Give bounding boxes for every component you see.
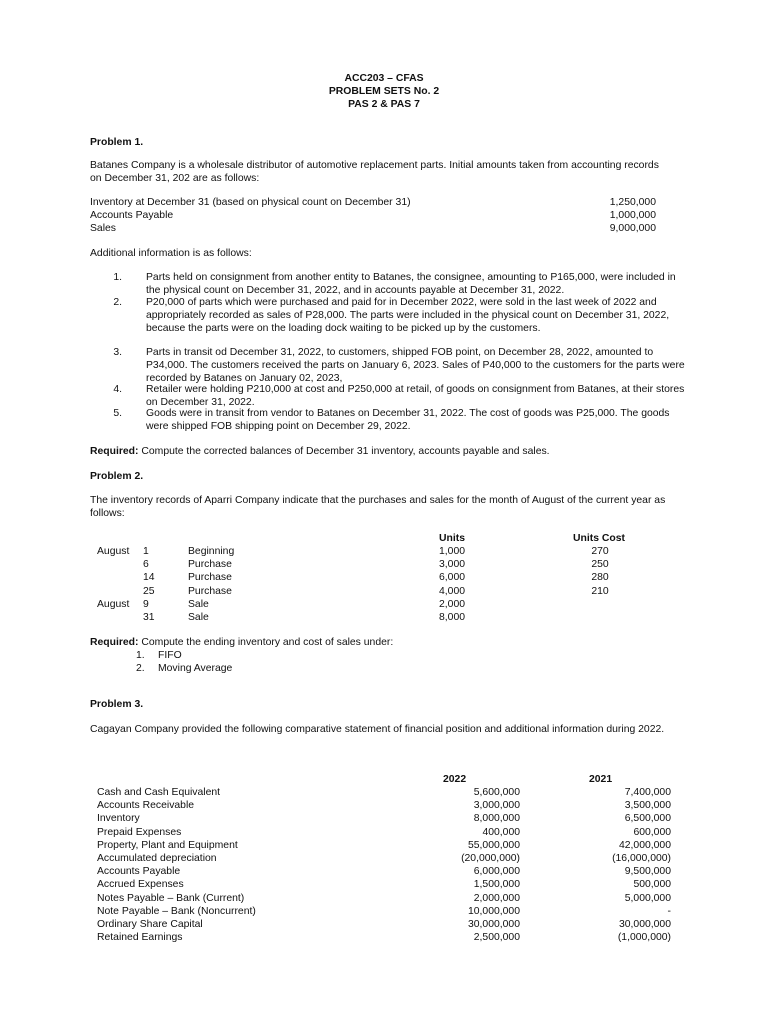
amount-2021: 42,000,000 [618,839,671,851]
problem1-title: Problem 1. [90,137,144,148]
account-label: Ordinary Share Capital [97,919,203,930]
year-2021-header: 2021 [589,774,613,785]
row-description: Purchase [188,559,232,571]
row-month: August [97,546,130,557]
amount-2021: 5,000,000 [624,892,671,904]
required-text: Compute the corrected balances of December 31 inventory, accounts payable and sales. [138,446,550,457]
problem1-required [90,445,550,458]
amount-2022: 6,000,000 [473,866,520,878]
problem2-required [90,636,393,649]
balance-label: Accounts Payable [90,210,174,221]
amount-2022: 30,000,000 [467,919,520,930]
account-label: Note Payable – Bank (Noncurrent) [97,905,256,917]
problem1-intro: Batanes Company is a wholesale distributor of automotive replacement parts. Initial amounts taken from accounting records on December 31, 202 are as follows: [90,160,659,184]
balance-value: 9,000,000 [609,223,656,234]
required-label: Required: [90,446,139,457]
item-text: P20,000 of parts which were purchased and paid for in December 2022, were sold in the last week of 2022 and appropriately recorded as sales of P28,000. The parts were included in the physical count on December 31, 2022, because the parts were on the loading dock waiting to be picked up by the customers. [146,297,670,334]
required-label: Required: [90,637,139,648]
item-number: 5. [113,408,122,419]
amount-2022: (20,000,000) [461,853,520,864]
method-number: 1. [136,650,145,661]
row-units: 1,000 [439,546,466,557]
row-units: 8,000 [439,612,466,623]
problem3-title: Problem 3. [90,699,144,710]
item-text: Goods were in transit from vendor to Batanes on December 31, 2022. The cost of goods was P25,000. The goods were shipped FOB shipping point on December 29, 2022. [146,408,670,432]
row-unit-cost: 270 [591,546,609,557]
account-label: Accounts Receivable [97,800,195,812]
account-label: Inventory [97,813,140,825]
amount-2022: 2,000,000 [473,892,520,904]
row-unit-cost: 280 [591,572,609,584]
additional-info-label: Additional information is as follows: [90,248,252,259]
item-text: Parts held on consignment from another entity to Batanes, the consignee, amounting to P165,000, were included in the physical count on December 31, 2022, and in accounts payable at December 31, 2022. [146,272,676,296]
account-label: Property, Plant and Equipment [97,839,238,851]
row-day: 1 [143,546,149,557]
amount-2022: 10,000,000 [467,905,520,917]
row-day: 9 [143,598,149,610]
row-description: Purchase [188,585,232,597]
row-day: 6 [143,559,149,571]
account-label: Notes Payable – Bank (Current) [97,892,245,904]
amount-2021: 500,000 [633,879,671,891]
required-text: Compute the ending inventory and cost of sales under: [138,637,394,648]
row-unit-cost: 250 [591,559,609,571]
item-text: Parts in transit od December 31, 2022, to customers, shipped FOB point, on December 28, 2022, amounted to P34,000. The customers received the parts on January 6, 2023. Sales of P40,000 to the customers for the parts were recorded by Batanes on January 02, 2023, [146,347,685,384]
method-name: Moving Average [158,663,233,674]
item-number: 4. [113,384,122,395]
amount-2022: 55,000,000 [467,839,520,851]
amount-2022: 1,500,000 [473,879,520,891]
item-number: 3. [113,347,122,358]
amount-2021: 30,000,000 [618,919,671,930]
account-label: Cash and Cash Equivalent [97,787,221,798]
row-units: 6,000 [439,572,466,584]
row-description: Sale [188,612,209,623]
row-day: 25 [143,585,155,597]
row-day: 31 [143,612,155,623]
item-number: 1. [113,272,122,283]
item-number: 2. [113,297,122,308]
balance-value: 1,250,000 [609,197,656,208]
method-name: FIFO [158,650,182,661]
account-label: Retained Earnings [97,932,183,944]
row-units: 3,000 [439,559,466,571]
problem2-intro: The inventory records of Aparri Company indicate that the purchases and sales for the month of August of the current year as follows: [90,495,666,519]
unit-cost-column-header: Units Cost [573,533,625,544]
amount-2021: 3,500,000 [624,800,671,812]
amount-2022: 400,000 [482,826,520,838]
row-description: Beginning [188,546,235,557]
balance-label: Inventory at December 31 (based on physical count on December 31) [90,197,411,208]
amount-2021: 6,500,000 [624,813,671,825]
problem3-intro: Cagayan Company provided the following comparative statement of financial position and additional information during 2022. [90,724,665,735]
amount-2021: (16,000,000) [612,853,671,864]
row-unit-cost: 210 [591,585,609,597]
method-number: 2. [136,663,145,674]
row-units: 4,000 [439,585,466,597]
amount-2021: (1,000,000) [617,932,671,944]
amount-2022: 5,600,000 [473,787,520,798]
balance-label: Sales [90,223,116,234]
amount-2022: 3,000,000 [473,800,520,812]
item-text: Retailer were holding P210,000 at cost and P250,000 at retail, of goods on consignment from Batanes, at their stores on December 31, 2022. [146,384,685,408]
row-description: Sale [188,598,209,610]
problem2-title: Problem 2. [90,471,144,482]
account-label: Prepaid Expenses [97,826,182,838]
amount-2022: 8,000,000 [473,813,520,825]
amount-2022: 2,500,000 [473,932,520,944]
year-2022-header: 2022 [443,774,467,785]
account-label: Accumulated depreciation [97,853,217,864]
units-column-header: Units [439,533,465,544]
row-day: 14 [143,572,155,584]
balance-value: 1,000,000 [609,210,656,221]
amount-2021: 9,500,000 [624,866,671,878]
row-units: 2,000 [439,598,466,610]
amount-2021: 7,400,000 [624,787,671,798]
account-label: Accrued Expenses [97,879,184,891]
row-month: August [97,598,130,610]
course-code: ACC203 – CFAS [344,73,424,84]
amount-2021: - [667,905,671,917]
problem-set-title: PROBLEM SETS No. 2 [328,86,440,97]
amount-2021: 600,000 [633,826,671,838]
standards-subtitle: PAS 2 & PAS 7 [348,99,420,110]
account-label: Accounts Payable [97,866,181,878]
row-description: Purchase [188,572,232,584]
